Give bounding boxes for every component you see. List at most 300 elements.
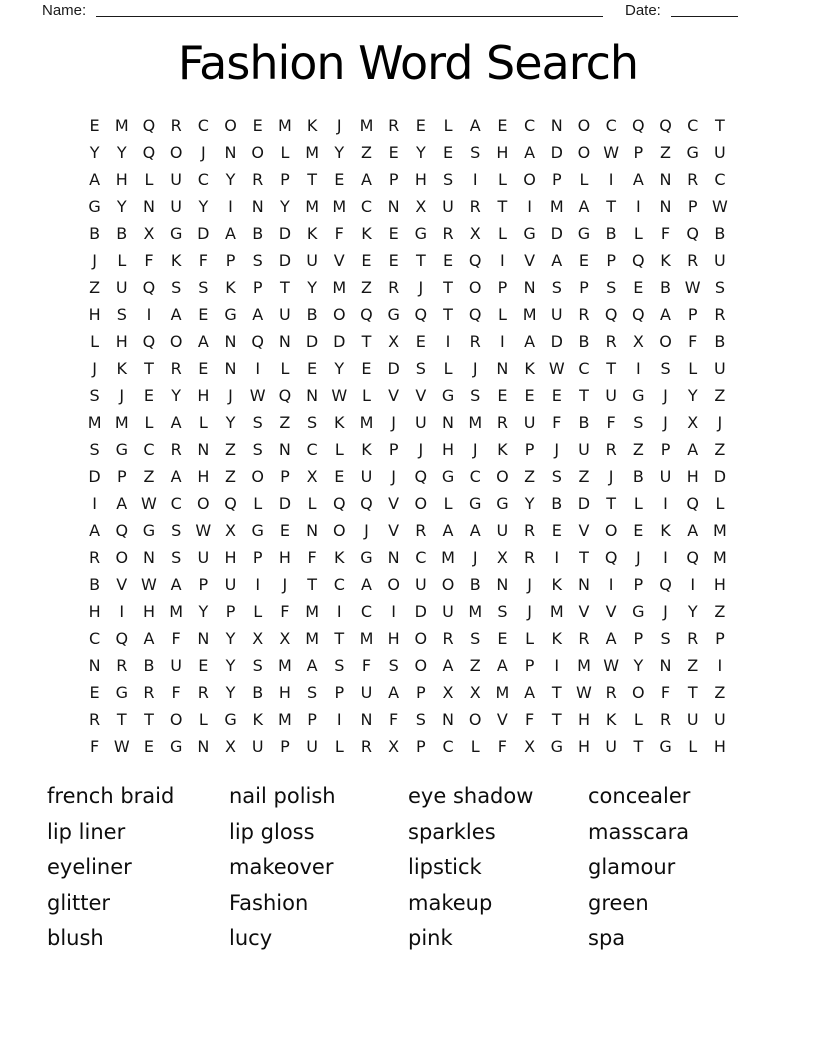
grid-cell: E (143, 385, 155, 405)
grid-cell: P (497, 277, 508, 297)
grid-cell: Z (632, 439, 644, 459)
grid-cell: N (442, 412, 455, 432)
grid-cell: F (389, 709, 399, 729)
grid-cell: N (197, 736, 210, 756)
grid-cell: G (169, 736, 183, 756)
grid-cell: O (441, 574, 455, 594)
grid-cell: Y (198, 196, 209, 216)
word-list-item: masscara (588, 819, 690, 844)
grid-cell: V (388, 520, 400, 540)
grid-cell: U (414, 412, 427, 432)
grid-cell: S (334, 655, 345, 675)
grid-cell: E (497, 115, 508, 135)
grid-cell: L (525, 628, 535, 648)
grid-cell: O (169, 709, 183, 729)
grid-cell: O (659, 331, 672, 351)
grid-cell: G (115, 439, 128, 459)
grid-cell: M (305, 601, 319, 621)
grid-cell: Q (251, 331, 265, 351)
grid-cell: G (169, 223, 183, 243)
grid-cell: O (496, 466, 509, 486)
grid-cell: C (524, 115, 536, 135)
grid-cell: O (468, 709, 482, 729)
grid-cell: G (387, 304, 400, 324)
grid-cell: Y (171, 385, 182, 405)
grid-cell: M (359, 412, 374, 432)
grid-cell: R (687, 250, 699, 270)
word-list-item: pink (408, 926, 453, 951)
grid-cell: X (252, 628, 264, 648)
grid-cell: P (715, 628, 725, 648)
grid-cell: B (714, 331, 726, 351)
grid-cell: A (89, 520, 101, 540)
grid-cell: H (713, 736, 726, 756)
grid-cell: Z (714, 439, 726, 459)
grid-cell: Y (334, 142, 345, 162)
grid-cell: G (224, 304, 237, 324)
grid-cell: M (332, 277, 347, 297)
grid-cell: P (307, 709, 317, 729)
grid-cell: K (170, 250, 182, 270)
grid-cell: F (606, 412, 616, 432)
grid-cell: O (577, 115, 591, 135)
grid-cell: U (442, 196, 454, 216)
grid-cell: L (144, 412, 154, 432)
grid-cell: N (197, 628, 210, 648)
grid-cell: X (442, 682, 454, 702)
grid-cell: Q (604, 547, 618, 567)
grid-cell: V (524, 250, 536, 270)
grid-cell: M (549, 196, 564, 216)
grid-cell: A (170, 574, 182, 594)
grid-cell: L (198, 412, 208, 432)
grid-cell: S (116, 304, 127, 324)
grid-cell: T (307, 169, 317, 189)
grid-cell: I (472, 169, 478, 189)
grid-cell: B (714, 223, 726, 243)
grid-cell: Q (115, 628, 129, 648)
grid-cell: R (687, 628, 699, 648)
grid-cell: S (633, 412, 644, 432)
grid-cell: C (360, 601, 373, 621)
grid-cell: Y (415, 142, 426, 162)
grid-cell: S (714, 277, 725, 297)
grid-cell: A (496, 655, 508, 675)
grid-cell: K (225, 277, 236, 297)
grid-cell: J (336, 115, 342, 135)
grid-cell: T (116, 709, 127, 729)
grid-cell: T (144, 358, 154, 378)
grid-cell: A (442, 520, 454, 540)
grid-cell: H (224, 547, 237, 567)
grid-cell: R (469, 331, 481, 351)
grid-cell: B (551, 493, 563, 513)
grid-cell: K (116, 358, 128, 378)
grid-cell: Y (225, 412, 236, 432)
grid-cell: E (388, 142, 399, 162)
grid-cell: X (279, 628, 291, 648)
grid-cell: Q (278, 385, 292, 405)
grid-cell: U (442, 601, 454, 621)
grid-cell: J (635, 547, 641, 567)
grid-cell: C (170, 493, 182, 513)
grid-cell: R (687, 169, 699, 189)
grid-cell: B (143, 655, 155, 675)
grid-cell: D (278, 493, 292, 513)
grid-cell: A (687, 520, 699, 540)
grid-cell: W (711, 196, 728, 216)
grid-cell: D (278, 223, 292, 243)
grid-cell: Z (279, 412, 291, 432)
grid-cell: A (143, 628, 155, 648)
grid-cell: A (469, 520, 481, 540)
grid-cell: B (660, 277, 672, 297)
word-list-column-2 (229, 779, 336, 957)
grid-cell: P (687, 196, 698, 216)
grid-cell: J (554, 439, 560, 459)
grid-cell: M (549, 601, 564, 621)
grid-cell: P (633, 628, 644, 648)
grid-cell: G (115, 682, 128, 702)
word-list-item: Fashion (229, 890, 309, 915)
grid-cell: O (577, 142, 591, 162)
grid-cell: U (279, 304, 291, 324)
grid-cell: T (606, 358, 617, 378)
grid-cell: B (116, 223, 128, 243)
grid-cell: U (170, 169, 183, 189)
grid-cell: A (225, 223, 236, 243)
grid-cell: U (578, 439, 590, 459)
grid-cell: N (278, 439, 291, 459)
grid-cell: O (414, 493, 428, 513)
grid-cell: P (551, 169, 562, 189)
grid-cell: P (524, 655, 535, 675)
grid-cell: A (170, 412, 182, 432)
grid-cell: I (635, 358, 641, 378)
grid-cell: F (497, 736, 507, 756)
grid-cell: O (414, 655, 428, 675)
grid-cell: J (228, 385, 233, 405)
grid-cell: G (659, 736, 672, 756)
grid-cell: U (550, 304, 563, 324)
grid-cell: D (414, 601, 427, 621)
grid-cell: E (388, 223, 399, 243)
grid-cell: R (578, 304, 590, 324)
grid-cell: N (659, 169, 672, 189)
word-list-item: lip gloss (229, 819, 315, 844)
grid-cell: A (524, 142, 536, 162)
grid-cell: M (87, 412, 102, 432)
grid-cell: Y (116, 142, 127, 162)
grid-cell: B (252, 223, 264, 243)
grid-cell: U (714, 709, 726, 729)
grid-cell: Y (633, 655, 644, 675)
grid-cell: I (391, 601, 397, 621)
grid-cell: U (523, 412, 536, 432)
word-list-item: makeover (229, 855, 334, 880)
grid-cell: M (169, 601, 184, 621)
grid-cell: O (523, 169, 536, 189)
grid-cell: F (89, 736, 100, 756)
grid-cell: E (551, 385, 562, 405)
grid-cell: Y (225, 169, 236, 189)
grid-cell: T (307, 574, 317, 594)
grid-cell: N (577, 574, 590, 594)
grid-cell: W (331, 385, 348, 405)
grid-cell: A (170, 466, 182, 486)
date-label: Date: (625, 2, 661, 19)
grid-cell: A (89, 169, 101, 189)
grid-cell: O (414, 628, 428, 648)
grid-cell: N (387, 547, 400, 567)
grid-cell: Q (414, 466, 428, 486)
grid-cell: M (278, 709, 292, 729)
grid-cell: D (387, 358, 400, 378)
grid-cell: D (278, 250, 292, 270)
grid-cell: R (415, 520, 427, 540)
grid-cell: U (170, 655, 183, 675)
grid-cell: A (170, 304, 182, 324)
grid-cell: G (577, 223, 591, 243)
grid-cell: B (469, 574, 481, 594)
grid-cell: A (116, 493, 128, 513)
grid-cell: L (688, 736, 698, 756)
grid-cell: E (442, 142, 454, 162)
grid-cell: M (359, 628, 374, 648)
grid-cell: T (443, 304, 453, 324)
grid-cell: N (224, 358, 237, 378)
grid-cell: H (414, 169, 427, 189)
word-list-item: blush (47, 926, 104, 951)
word-search-grid (81, 112, 734, 760)
grid-cell: M (713, 520, 727, 540)
grid-cell: J (717, 412, 723, 432)
grid-cell: S (470, 385, 481, 405)
grid-cell: P (198, 574, 209, 594)
grid-cell: U (605, 385, 618, 405)
grid-cell: E (497, 385, 508, 405)
grid-cell: M (114, 115, 129, 135)
grid-cell: G (142, 520, 156, 540)
grid-cell: F (334, 223, 344, 243)
grid-cell: D (305, 331, 319, 351)
grid-cell: Z (687, 655, 699, 675)
grid-cell: Z (714, 385, 726, 405)
grid-cell: R (197, 682, 209, 702)
grid-cell: Z (714, 601, 726, 621)
grid-cell: O (169, 142, 183, 162)
grid-cell: H (278, 547, 291, 567)
grid-cell: W (684, 277, 701, 297)
grid-cell: D (550, 331, 563, 351)
grid-cell: C (469, 466, 481, 486)
grid-cell: P (687, 304, 698, 324)
grid-cell: G (469, 493, 482, 513)
grid-cell: I (527, 196, 532, 216)
grid-cell: A (578, 196, 590, 216)
grid-cell: N (550, 115, 563, 135)
grid-cell: I (608, 169, 614, 189)
grid-cell: N (88, 655, 101, 675)
grid-cell: P (633, 142, 644, 162)
grid-cell: W (603, 655, 620, 675)
grid-cell: Q (414, 304, 428, 324)
grid-cell: Z (714, 682, 726, 702)
grid-cell: J (472, 439, 478, 459)
grid-cell: T (715, 115, 725, 135)
date-fill-line (671, 16, 738, 17)
grid-cell: E (198, 304, 209, 324)
grid-cell: U (115, 277, 128, 297)
grid-cell: E (252, 115, 263, 135)
grid-cell: Q (686, 493, 700, 513)
grid-cell: R (524, 547, 536, 567)
grid-cell: R (714, 304, 726, 324)
grid-cell: Q (468, 304, 482, 324)
grid-cell: P (388, 439, 399, 459)
grid-cell: K (252, 709, 263, 729)
grid-cell: I (663, 547, 668, 567)
grid-cell: L (198, 709, 208, 729)
grid-cell: T (606, 493, 617, 513)
grid-cell: L (633, 223, 643, 243)
grid-cell: Y (687, 385, 698, 405)
grid-cell: Q (142, 331, 156, 351)
grid-cell: R (605, 682, 617, 702)
grid-cell: X (225, 736, 237, 756)
grid-cell: L (307, 493, 317, 513)
grid-cell: F (524, 709, 535, 729)
grid-cell: C (306, 439, 318, 459)
grid-cell: L (715, 493, 725, 513)
grid-cell: M (305, 142, 319, 162)
grid-cell: E (415, 115, 426, 135)
grid-cell: E (89, 115, 100, 135)
grid-cell: J (472, 547, 478, 567)
grid-cell: P (116, 466, 127, 486)
grid-cell: N (659, 196, 672, 216)
grid-cell: S (89, 385, 100, 405)
grid-cell: Z (360, 142, 372, 162)
grid-cell: Y (225, 628, 236, 648)
grid-cell: Q (224, 493, 237, 513)
grid-cell: N (306, 520, 319, 540)
grid-cell: T (551, 682, 562, 702)
grid-cell: M (278, 115, 292, 135)
grid-cell: Z (89, 277, 101, 297)
grid-cell: R (89, 547, 101, 567)
grid-cell: K (334, 547, 345, 567)
grid-cell: P (225, 250, 236, 270)
grid-cell: U (714, 358, 726, 378)
grid-cell: K (660, 250, 671, 270)
grid-cell: E (388, 250, 399, 270)
grid-cell: O (632, 682, 645, 702)
word-list-item: glamour (588, 855, 676, 880)
grid-cell: G (496, 493, 509, 513)
grid-cell: V (415, 385, 427, 405)
grid-cell: L (334, 439, 344, 459)
grid-cell: K (361, 223, 372, 243)
grid-cell: N (224, 331, 237, 351)
grid-cell: E (497, 628, 508, 648)
grid-cell: Q (115, 520, 129, 540)
grid-cell: Z (225, 466, 237, 486)
grid-cell: R (388, 277, 400, 297)
grid-cell: Q (659, 574, 672, 594)
grid-cell: H (197, 466, 210, 486)
grid-cell: Y (687, 601, 698, 621)
grid-cell: E (89, 682, 100, 702)
grid-cell: J (663, 601, 668, 621)
grid-cell: E (415, 331, 426, 351)
grid-cell: M (114, 412, 129, 432)
grid-cell: M (495, 682, 510, 702)
grid-cell: T (606, 196, 617, 216)
grid-cell: E (633, 277, 644, 297)
grid-cell: E (279, 520, 290, 540)
grid-cell: M (305, 196, 319, 216)
grid-cell: I (336, 601, 342, 621)
grid-cell: B (605, 223, 617, 243)
word-list-item: nail polish (229, 784, 336, 808)
grid-cell: T (443, 277, 453, 297)
grid-cell: D (333, 331, 346, 351)
grid-cell: E (633, 520, 644, 540)
grid-cell: F (660, 223, 671, 243)
grid-cell: E (361, 358, 372, 378)
grid-cell: T (579, 385, 589, 405)
grid-cell: J (527, 601, 532, 621)
grid-cell: H (197, 385, 210, 405)
grid-cell: X (632, 331, 644, 351)
grid-cell: O (332, 520, 346, 540)
grid-cell: Y (524, 493, 535, 513)
grid-cell: O (251, 142, 265, 162)
grid-cell: S (307, 682, 318, 702)
grid-cell: R (170, 439, 182, 459)
grid-cell: J (119, 385, 125, 405)
page-title: Fashion Word Search (177, 36, 639, 90)
grid-cell: H (577, 709, 590, 729)
grid-cell: P (334, 682, 345, 702)
grid-cell: Y (307, 277, 317, 297)
grid-cell: S (551, 277, 562, 297)
grid-cell: L (497, 169, 507, 189)
grid-cell: R (116, 655, 128, 675)
grid-cell: E (198, 655, 209, 675)
grid-cell: U (605, 736, 618, 756)
grid-cell: U (686, 709, 699, 729)
grid-cell: L (280, 358, 290, 378)
word-list-item: lucy (229, 926, 273, 951)
grid-cell: N (496, 574, 509, 594)
grid-cell: A (551, 250, 563, 270)
grid-cell: X (306, 466, 318, 486)
grid-cell: A (660, 304, 671, 324)
grid-cell: U (170, 196, 183, 216)
grid-cell: K (306, 115, 318, 135)
grid-cell: L (144, 169, 154, 189)
grid-cell: G (441, 466, 455, 486)
grid-cell: G (632, 385, 645, 405)
grid-cell: A (306, 655, 318, 675)
grid-cell: M (278, 655, 292, 675)
grid-cell: U (414, 574, 427, 594)
word-list-item: glitter (47, 890, 111, 915)
grid-cell: Z (143, 466, 155, 486)
grid-cell: T (361, 331, 372, 351)
